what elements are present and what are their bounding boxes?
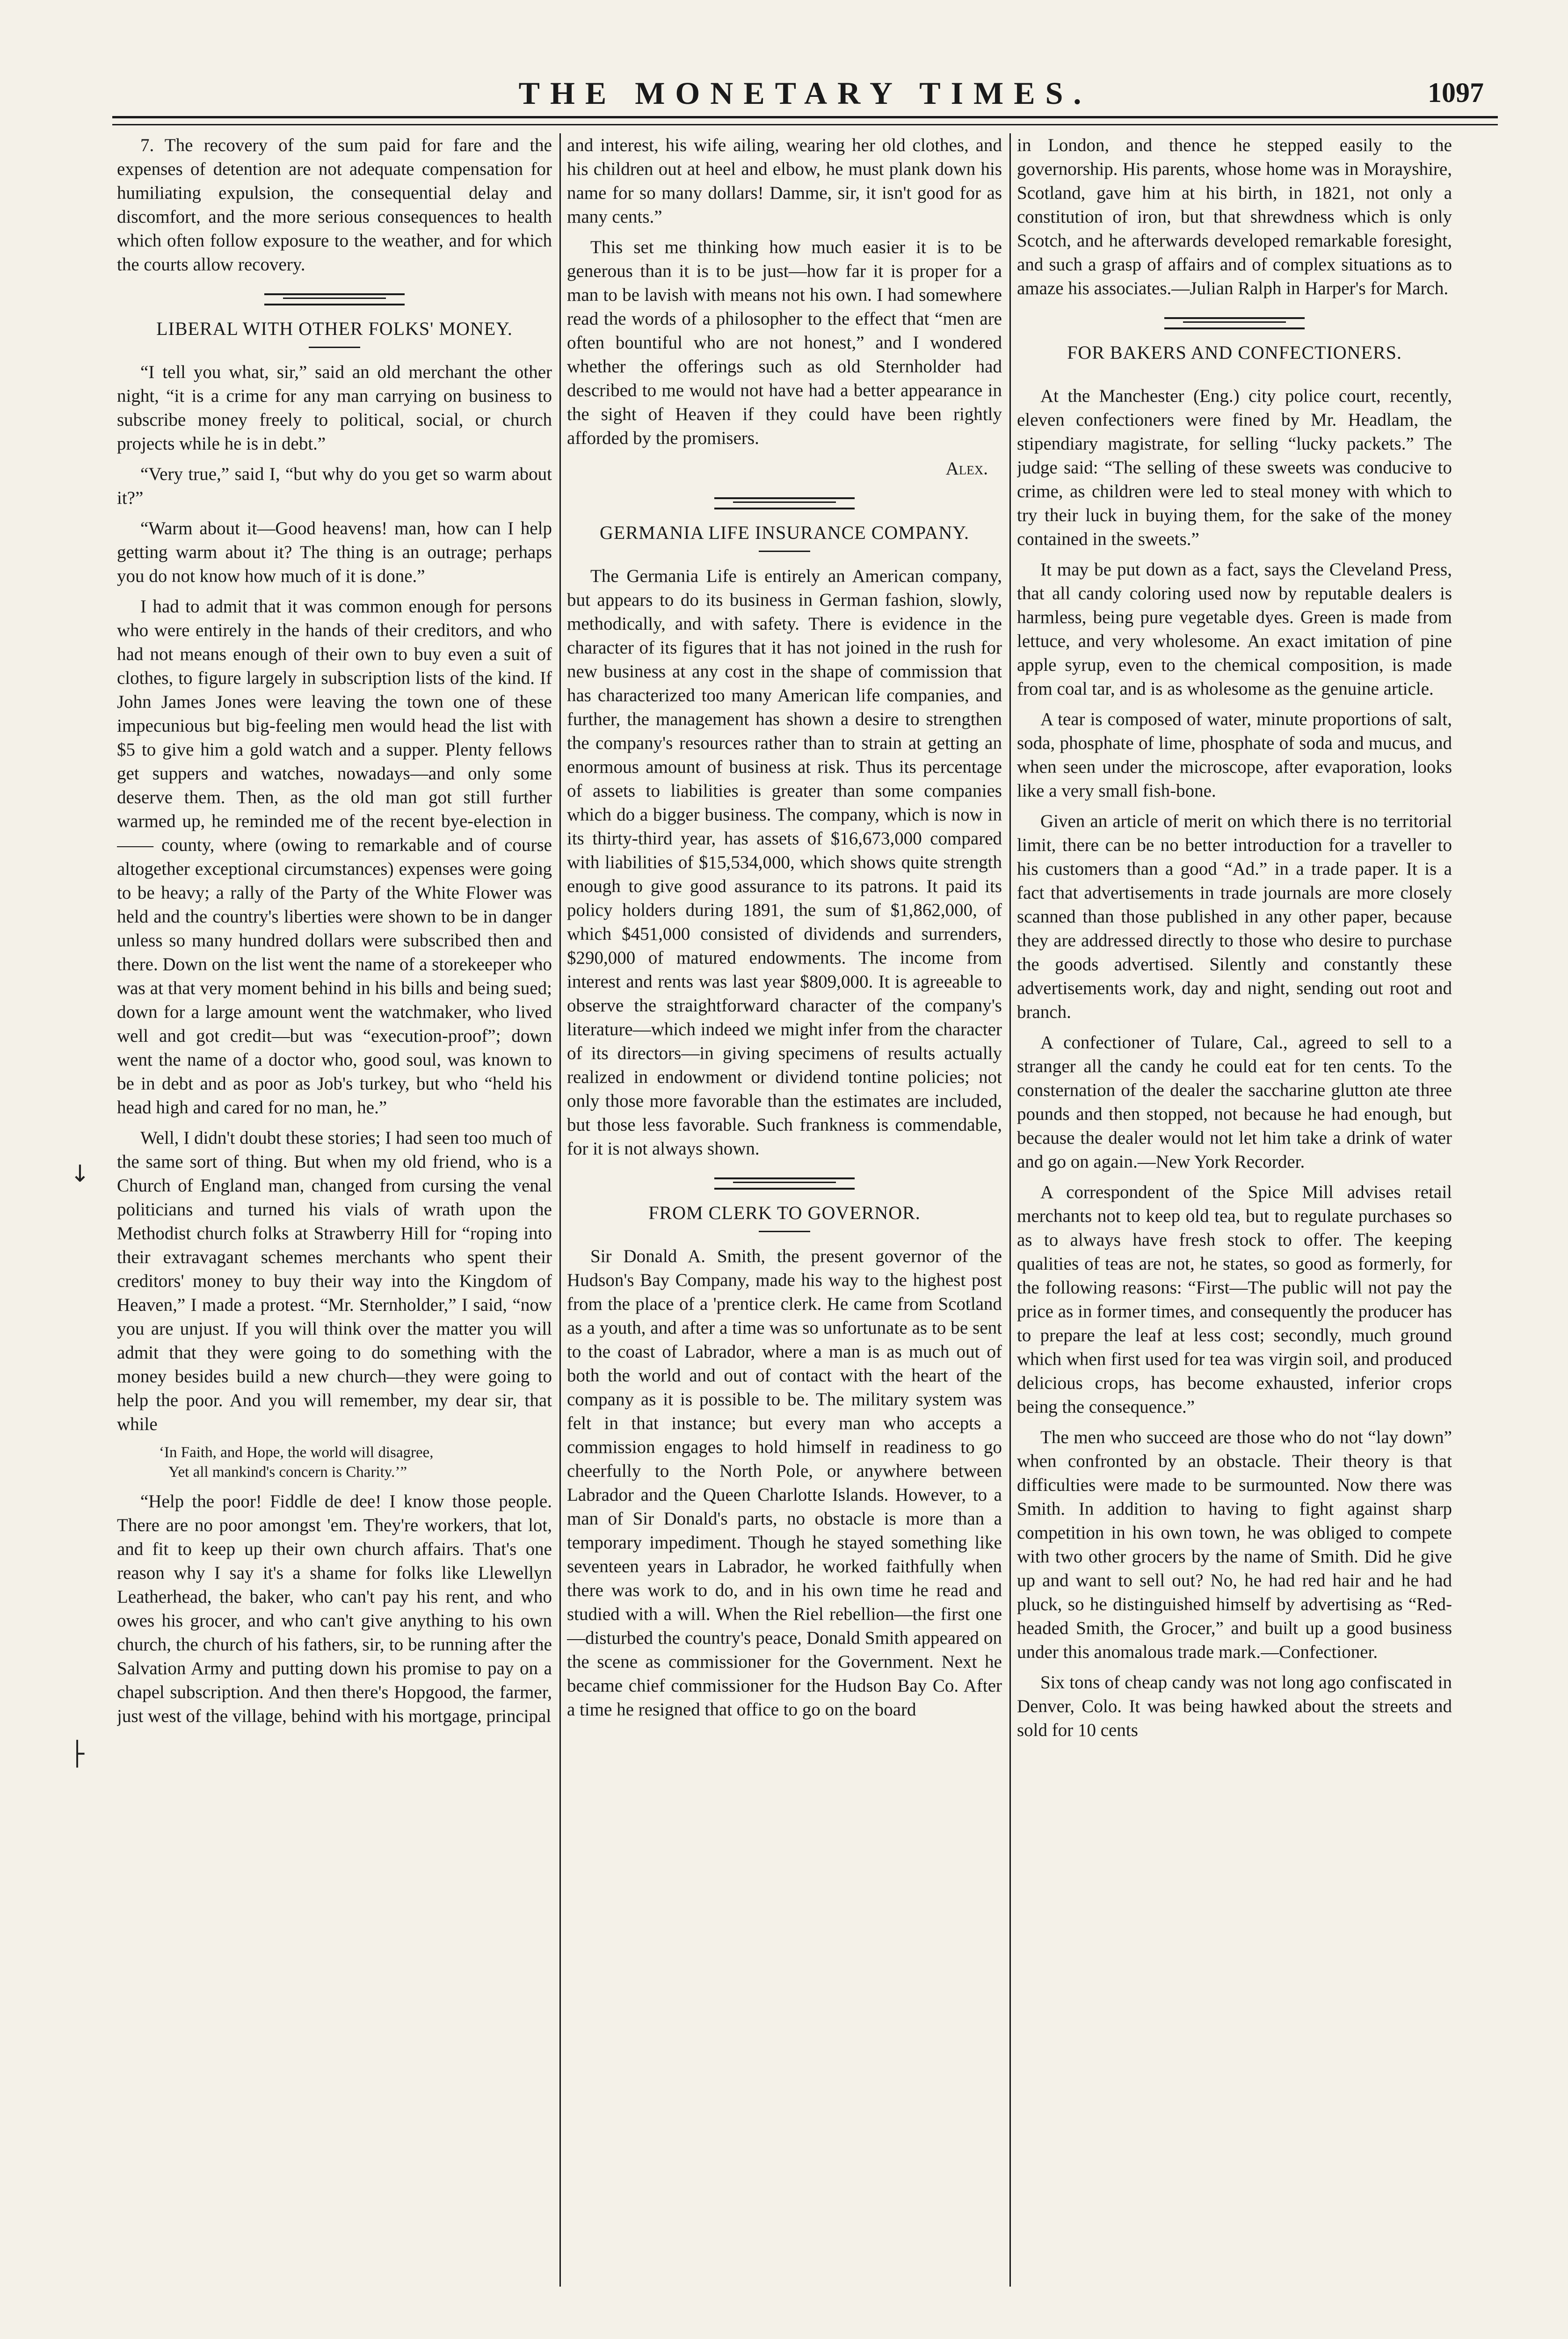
article-paragraph: At the Manchester (Eng.) city police court, recently, eleven confectioners were fined by Mr. Headlam, the stipendiary magistrate, for selling “lucky packets.” The judge said: “The selling of these sweets was conducive to crime, as children were led to steal money with which to try their luck in buying them, for the sake of the money contained in the sweets.” xyxy=(1017,386,1452,549)
article-paragraph: This set me thinking how much easier it is to be generous than it is to be just—how far it is proper for a man to be lavish with means not his own. I had somewhere read the words of a philosopher to the effect that “men are often bountiful who are not honest,” and I wondered whether the offerings such as old Sternholder had described to me would not have had a better appearance in the sight of Heaven if they could have been rightly afforded by the promisers. xyxy=(567,237,1002,448)
article-paragraph: A tear is composed of water, minute proportions of salt, soda, phosphate of lime, phosphate of soda and mucus, and when seen under the microscope, after evaporation, looks like a very small fish-bone. xyxy=(1017,709,1452,801)
article-paragraph: in London, and thence he stepped easily to the governorship. His parents, whose home was in Morayshire, Scotland, gave him at his birth, in 1821, not only a constitution of iron, but that shrewdness which is only Scotch, and he afterwards developed remarkable foresight, and such a grasp of affairs and of complex situations as to amaze his associates.—Julian Ralph in Harper's for March. xyxy=(1017,135,1452,298)
article-heading-clerk: FROM CLERK TO GOVERNOR. xyxy=(648,1202,921,1223)
column-divider-1 xyxy=(559,133,561,2287)
section-ornament xyxy=(1164,317,1305,329)
article-paragraph: Sir Donald A. Smith, the present governor of the Hudson's Bay Company, made his way to the highest post from the place of a 'prentice clerk. He came from Scotland as a youth, and after a time was so unfortunate as to be sent to the coast of Labrador, where a man is as much out of both the world and out of contact with the heart of the company as it is possible to be. The military system was felt in that instance; but every man who accepts a commission engages to hold himself in readiness to go cheerfully to the North Pole, or anywhere between Labrador and the Queen Charlotte Islands. However, to a man of Sir Donald's parts, no obstacle is more than a temporary impediment. Though he stayed something like seventeen years in Labrador, he worked faithfully when there was work to do, and in his own time he read and studied with a will. When the Riel rebellion—the first one—disturbed the country's peace, Donald Smith appeared on the scene as commissioner for the Government. Next he became chief commissioner for the Hudson Bay Co. After a time he resigned that office to go on the board xyxy=(567,1246,1002,1720)
article-paragraph: It may be put down as a fact, says the Cleveland Press, that all candy coloring used now by reputable dealers is harmless, being pure vegetable dyes. Green is made from lettuce, and very wholesome. An exact imitation of pine apple syrup, even to the chemical composition, is made from coal tar, and is as wholesome as the genuine article. xyxy=(1017,559,1452,699)
column-2 xyxy=(567,133,1002,2305)
article-heading-liberal: LIBERAL WITH OTHER FOLKS' MONEY. xyxy=(156,318,513,339)
article-paragraph: Six tons of cheap candy was not long ago confiscated in Denver, Colo. It was being hawked about the streets and sold for 10 cents xyxy=(1017,1672,1452,1740)
article-paragraph: A correspondent of the Spice Mill advises retail merchants not to keep old tea, but to regulate purchases so as to always have fresh stock to offer. The keeping qualities of teas are not, he states, so good as formerly, for the following reasons: “First—The public will not pay the price as in former times, and consequently the producer has to prepare the leaf at less cost; secondly, much ground which when first used for tea was virgin soil, and produced delicious crops, has become exhausted, inferior crops being the consequence.” xyxy=(1017,1182,1452,1417)
masthead-title: THE MONETARY TIMES. xyxy=(518,75,1092,111)
section-ornament xyxy=(714,497,855,509)
article-paragraph: 7. The recovery of the sum paid for fare and the expenses of detention are not adequate compensation for humiliating expulsion, the consequential delay and discomfort, and the more serious consequences to health which often follow exposure to the weather, and for which the courts allow recovery. xyxy=(117,135,552,275)
heading-rule xyxy=(309,347,360,348)
masthead-rule xyxy=(112,116,1498,125)
article-paragraph: “I tell you what, sir,” said an old merchant the other night, “it is a crime for any man carrying on business to subscribe money freely to political, social, or church projects while he is in debt.” xyxy=(117,362,552,454)
article-paragraph: Given an article of merit on which there is no territorial limit, there can be no better introduction for a traveller to his customers than a good “Ad.” in a trade paper. It is a fact that advertisements in trade journals are more closely scanned than those published in any other paper, because they are addressed directly to those who desire to purchase the goods advertised. Silently and constantly these advertisements work, day and night, sending out root and branch. xyxy=(1017,811,1452,1022)
article-paragraph: A confectioner of Tulare, Cal., agreed to sell to a stranger all the candy he could eat for ten cents. To the consternation of the dealer the saccharine glutton ate three pounds and then stopped, not because he had enough, but because the dealer would not let him take a drink of water and go on again.—New York Recorder. xyxy=(1017,1032,1452,1172)
article-heading-germania: GERMANIA LIFE INSURANCE COMPANY. xyxy=(600,522,969,543)
column-divider-2 xyxy=(1009,133,1011,2287)
article-paragraph: “Very true,” said I, “but why do you get so warm about it?” xyxy=(117,464,552,508)
article-paragraph: I had to admit that it was common enough for persons who were entirely in the hands of their creditors, and who had not means enough of their own to buy even a suit of clothes, to figure largely in subscription lists of the kind. If John James Jones were leaving the town one of these impecunious but big-feeling men would head the list with $5 to give him a gold watch and a supper. Plenty fellows get suppers and watches, nowadays—and only some deserve them. Then, as the old man got still further warmed up, he reminded me of the recent bye-election in —— county, where (owing to remarkable and of course altogether exceptional circumstances) expenses were going to be heavy; a rally of the Party of the White Flower was held and the country's liberties were shown to be in danger unless so many hundred dollars were subscribed then and there. Down on the list went the name of a storekeeper who was at that very moment behind in his bills and being sued; down for a large amount went the watchmaker, who lived well and got credit—but was “execution-proof”; down went the name of a doctor who, good soul, was known to be in debt and as poor as Job's turkey, but who “held his head high and cared for no man, he.” xyxy=(117,596,552,1118)
article-paragraph: The men who succeed are those who do not “lay down” when confronted by an obstacle. Their theory is that difficulties were made to be surmounted. Now there was Smith. In addition to having to fight against sharp competition in his own town, he was obliged to compete with two other grocers by the name of Smith. Did he give up and want to sell out? No, he had red hair and he had pluck, so he distinguished himself by advertising as “Red-headed Smith, the Grocer,” and built up a good business under this anomalous trade mark.—Confectioner. xyxy=(1017,1427,1452,1662)
article-paragraph: “Warm about it—Good heavens! man, how can I help getting warm about it? The thing is an outrage; perhaps you do not know how much of it is done.” xyxy=(117,518,552,586)
article-heading-bakers: FOR BAKERS AND CONFECTIONERS. xyxy=(1067,342,1402,363)
article-paragraph: The Germania Life is entirely an American company, but appears to do its business in German fashion, slowly, methodically, and with safety. There is evidence in the character of its figures that it has not joined in the rush for new business at any cost in the shape of commission that has characterized too many American life companies, and further, the management has shown a desire to strengthen the company's resources rather than to strain at getting an enormous amount of business at risk. Thus its percentage of assets to liabilities is greater than some companies which do a bigger business. The company, which is now in its thirty-third year, has assets of $16,673,000 compared with liabilities of $15,534,000, which shows quite strength enough to give good assurance to its patrons. It paid its policy holders during 1891, the sum of $1,862,000, of which $451,000 consisted of dividends and surrenders, $290,000 of matured endowments. The income from interest and rents was last year $809,000. It is agreeable to observe the straightforward character of the company's literature—which indeed we might infer from the character of its directors—in giving specimens of results actually realized in endowment or dividend tontine policies; not only those more favorable than the estimates are included, but those less favorable. Such frankness is commendable, for it is not always shown. xyxy=(567,566,1002,1159)
page-number: 1097 xyxy=(1428,77,1484,108)
column-3 xyxy=(1017,133,1452,2305)
heading-rule xyxy=(759,551,810,552)
verse-line: Yet all mankind's concern is Charity.’” xyxy=(168,1464,407,1481)
article-paragraph: “Help the poor! Fiddle de dee! I know those people. There are no poor amongst 'em. They're workers, that lot, and fit to keep up their own church affairs. That's one reason why I say it's a shame for folks like Llewellyn Leatherhead, the baker, who can't pay his rent, and who owes his grocer, and who can't give anything to his own church, the church of his fathers, sir, to be running after the Salvation Army and putting down his promise to pay on a chapel subscription. And then there's Hopgood, the farmer, just west of the village, behind with his mortgage, principal xyxy=(117,1491,552,1726)
margin-mark-arrow: ↓ xyxy=(70,1160,90,1187)
margin-mark-bracket: ├ xyxy=(70,1740,85,1767)
masthead xyxy=(112,70,1498,122)
section-ornament xyxy=(714,1177,855,1190)
article-paragraph: Well, I didn't doubt these stories; I had seen too much of the same sort of thing. But when my old friend, who is a Church of England man, changed from cursing the venal politicians and turned his vials of wrath upon the Methodist church folks at Strawberry Hill for “roping into their extravagant schemes merchants who spent their creditors' money to buy their way into the Kingdom of Heaven,” I made a protest. “Mr. Sternholder,” I said, “now you are unjust. If you will think over the matter you will admit that they were going to do something with the money besides build a new church—they were going to help the poor. And you will remember, my dear sir, that while xyxy=(117,1128,552,1434)
column-1 xyxy=(117,133,552,2305)
heading-rule xyxy=(759,1231,810,1232)
article-signature: Alex. xyxy=(945,458,988,479)
section-ornament xyxy=(264,293,405,305)
article-paragraph: and interest, his wife ailing, wearing her old clothes, and his children out at heel and elbow, he must plank down his name for so many dollars! Damme, sir, it isn't good for as many cents.” xyxy=(567,135,1002,227)
verse-line: ‘In Faith, and Hope, the world will disagree, xyxy=(159,1444,434,1461)
verse-quote xyxy=(159,1443,552,1482)
